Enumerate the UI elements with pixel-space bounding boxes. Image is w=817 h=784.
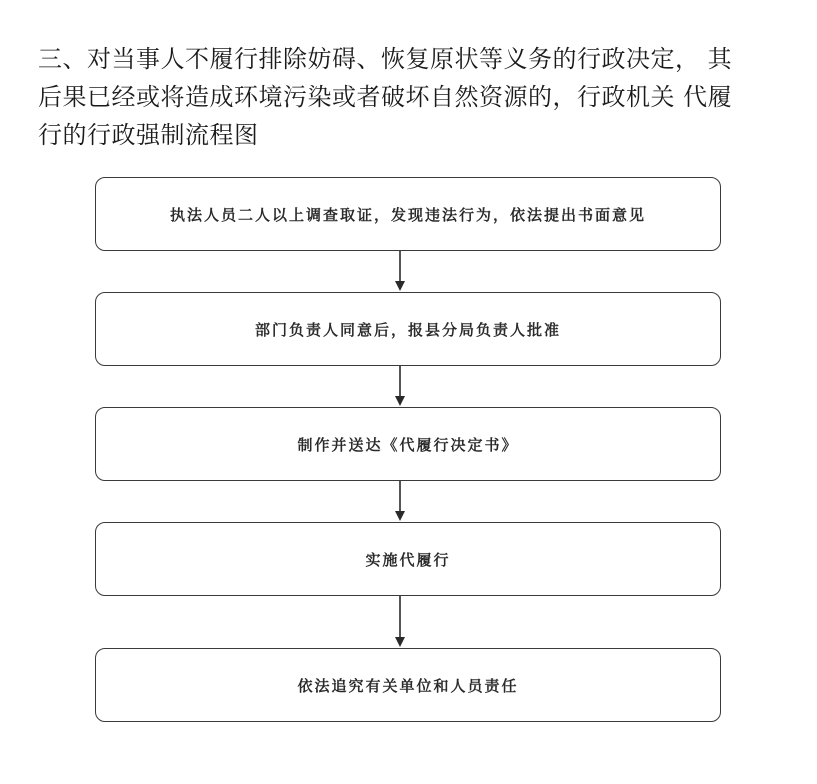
flow-step-investigate: 执法人员二人以上调查取证，发现违法行为，依法提出书面意见 xyxy=(95,177,721,251)
arrow-step2-to-step3 xyxy=(395,366,405,406)
flow-step-approval: 部门负责人同意后，报县分局负责人批准 xyxy=(95,292,721,366)
arrow-step3-to-step4 xyxy=(395,481,405,521)
flow-step-implement: 实施代履行 xyxy=(95,522,721,596)
flow-step-issue-decision: 制作并送达《代履行决定书》 xyxy=(95,407,721,481)
heading-line-3: 行的行政强制流程图 xyxy=(38,121,259,149)
arrow-step4-to-step5 xyxy=(395,596,405,647)
flow-step-accountability: 依法追究有关单位和人员责任 xyxy=(95,648,721,722)
heading-line-1: 三、对当事人不履行排除妨碍、恢复原状等义务的行政决定， 其 xyxy=(38,45,733,73)
arrow-step1-to-step2 xyxy=(395,251,405,291)
heading-line-2: 后果已经或将造成环境污染或者破坏自然资源的，行政机关 代履 xyxy=(38,83,733,111)
